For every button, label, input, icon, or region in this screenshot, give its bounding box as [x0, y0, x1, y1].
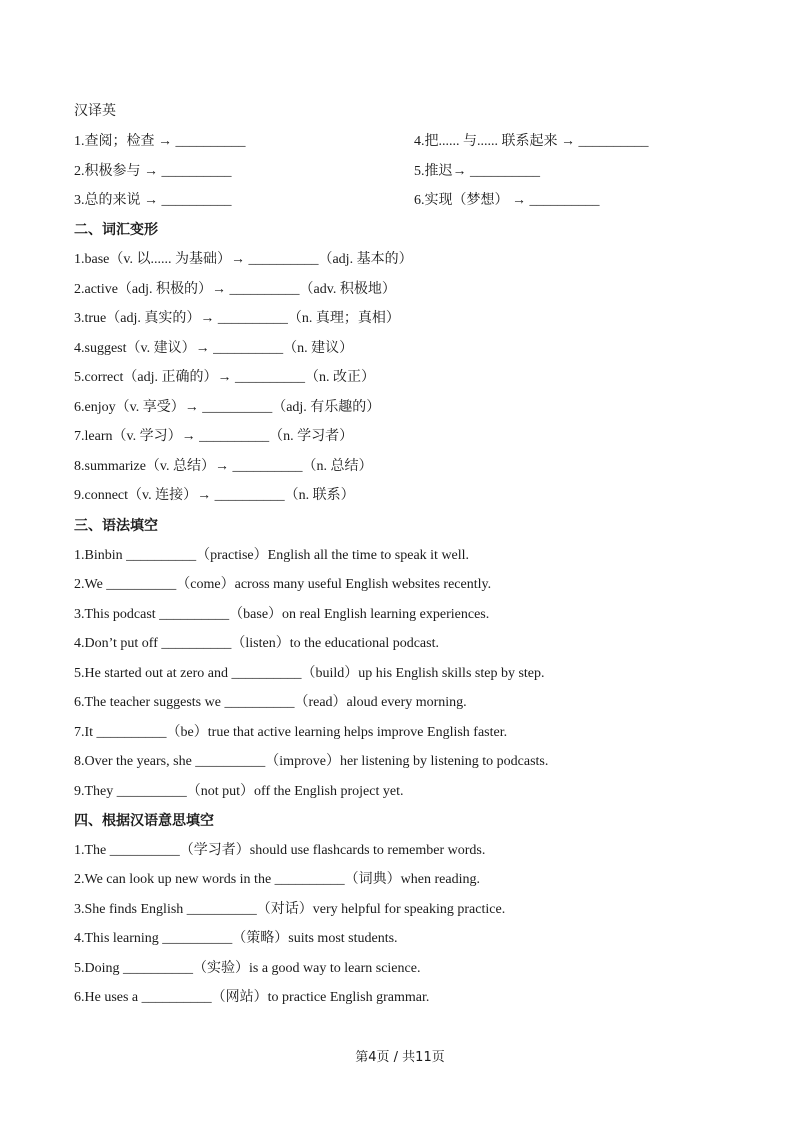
s4-item: 5.Doing __________（实验）is a good way to learn science. [74, 961, 421, 976]
s2-item: 5.correct（adj. 正确的）→ __________（n. 改正） [74, 370, 375, 385]
section2-title: 二、词汇变形 [74, 222, 158, 238]
page-number: 第4页 / 共11页 [355, 1050, 445, 1065]
section1-title: 汉译英 [74, 103, 116, 119]
s4-item: 6.He uses a __________（网站）to practice English grammar. [74, 990, 430, 1005]
s3-item: 6.The teacher suggests we __________（read）aloud every morning. [74, 695, 467, 710]
s1-item-3: 3.总的来说 → __________ [74, 193, 232, 208]
section4-title: 四、根据汉语意思填空 [74, 813, 214, 829]
s4-item: 1.The __________（学习者）should use flashcards to remember words. [74, 843, 486, 858]
s2-item: 4.suggest（v. 建议）→ __________（n. 建议） [74, 341, 354, 356]
s3-item: 5.He started out at zero and __________（build）up his English skills step by step. [74, 666, 545, 681]
s1-item-6: 6.实现（梦想） → __________ [414, 193, 600, 208]
s2-item: 9.connect（v. 连接）→ __________（n. 联系） [74, 488, 355, 503]
s3-item: 4.Don’t put off __________（listen）to the educational podcast. [74, 636, 439, 651]
s1-item-4: 4.把...... 与...... 联系起来 → __________ [414, 134, 649, 149]
s3-item: 9.They __________（not put）off the English project yet. [74, 784, 404, 799]
s2-item: 8.summarize（v. 总结）→ __________（n. 总结） [74, 459, 373, 474]
s4-item: 4.This learning __________（策略）suits most students. [74, 931, 398, 946]
s3-item: 1.Binbin __________（practise）English all the time to speak it well. [74, 548, 470, 563]
s2-item: 1.base（v. 以...... 为基础）→ __________（adj. 基本的） [74, 252, 413, 267]
s1-item-5: 5.推迟→ __________ [414, 164, 540, 179]
s3-item: 8.Over the years, she __________（improve）her listening by listening to podcasts. [74, 754, 549, 769]
s4-item: 2.We can look up new words in the __________（词典）when reading. [74, 872, 480, 887]
s2-item: 6.enjoy（v. 享受）→ __________（adj. 有乐趣的） [74, 400, 381, 415]
s2-item: 3.true（adj. 真实的）→ __________（n. 真理；真相） [74, 311, 400, 326]
section3-title: 三、语法填空 [74, 518, 158, 534]
s3-item: 7.It __________（be）true that active learning helps improve English faster. [74, 725, 508, 740]
s2-item: 2.active（adj. 积极的）→ __________（adv. 积极地） [74, 282, 396, 297]
s1-item-1: 1.查阅；检查 → __________ [74, 134, 246, 149]
s4-item: 3.She finds English __________（对话）very helpful for speaking practice. [74, 902, 506, 917]
s3-item: 2.We __________（come）across many useful English websites recently. [74, 577, 492, 592]
s3-item: 3.This podcast __________（base）on real English learning experiences. [74, 607, 490, 622]
s2-item: 7.learn（v. 学习）→ __________（n. 学习者） [74, 429, 354, 444]
s1-item-2: 2.积极参与 → __________ [74, 164, 232, 179]
